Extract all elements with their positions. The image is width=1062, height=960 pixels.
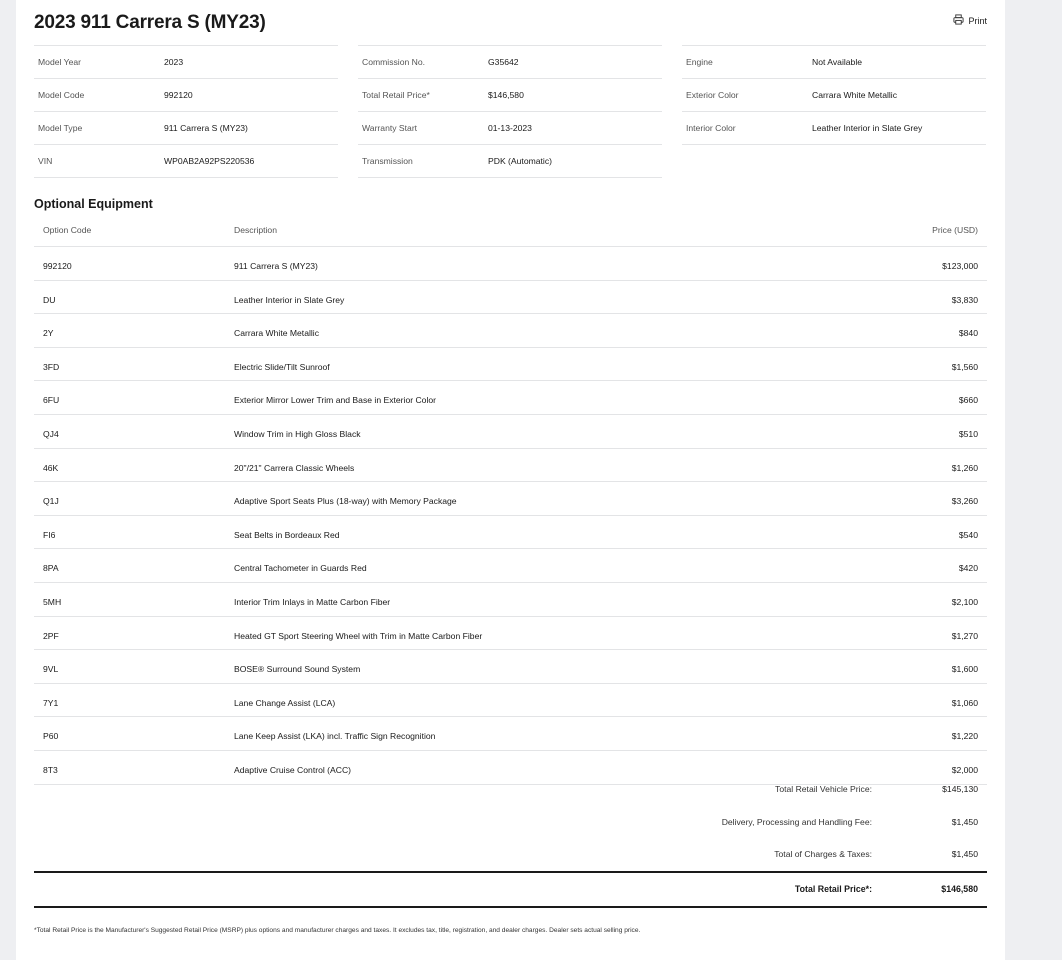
option-description: Leather Interior in Slate Grey xyxy=(234,294,345,305)
option-code: DU xyxy=(43,294,56,305)
table-row xyxy=(34,415,987,449)
option-description: Central Tachometer in Guards Red xyxy=(234,563,367,574)
option-price: $3,260 xyxy=(951,496,978,507)
option-price: $1,220 xyxy=(951,731,978,742)
total-label: Total Retail Vehicle Price: xyxy=(775,784,872,794)
totals-section xyxy=(34,773,987,908)
header-option-code: Option Code xyxy=(43,225,92,235)
table-row xyxy=(34,348,987,382)
spec-value: WP0AB2A92PS220536 xyxy=(164,156,255,166)
options-table-header xyxy=(34,214,987,247)
page-title: 2023 911 Carrera S (MY23) xyxy=(34,12,266,33)
table-row xyxy=(34,516,987,550)
spec-label: Commission No. xyxy=(362,57,426,67)
option-price: $840 xyxy=(958,328,978,339)
total-row xyxy=(34,806,987,839)
header-price: Price (USD) xyxy=(932,225,978,235)
table-row xyxy=(34,583,987,617)
option-price: $2,000 xyxy=(951,764,978,775)
total-row xyxy=(34,838,987,871)
option-price: $510 xyxy=(958,428,978,439)
spec-label: Engine xyxy=(686,57,713,67)
option-price: $1,600 xyxy=(951,664,978,675)
specs-column-3 xyxy=(682,45,986,145)
table-row xyxy=(34,717,987,751)
table-row xyxy=(34,650,987,684)
spec-label: Model Year xyxy=(38,57,82,67)
option-code: 2Y xyxy=(43,328,54,339)
spec-row xyxy=(682,78,986,111)
option-price: $540 xyxy=(958,529,978,540)
option-code: 7Y1 xyxy=(43,697,59,708)
option-description: 911 Carrera S (MY23) xyxy=(234,261,318,271)
spec-row xyxy=(34,78,338,111)
spec-value: Carrara White Metallic xyxy=(812,90,898,100)
option-price: $420 xyxy=(958,563,978,574)
option-description: Heated GT Sport Steering Wheel with Trim in Matte Carbon Fiber xyxy=(234,630,483,641)
footnote: *Total Retail Price is the Manufacturer's Suggested Retail Price (MSRP) plus options and manufacturer charges and taxes. It excludes tax, title, registration, and dealer charges. Dealer sets actual selling price. xyxy=(34,927,641,934)
total-retail-price-row xyxy=(34,871,987,908)
option-price: $123,000 xyxy=(942,261,978,271)
total-retail-price-label: Total Retail Price*: xyxy=(794,883,872,894)
total-label: Delivery, Processing and Handling Fee: xyxy=(721,816,872,827)
spec-row xyxy=(358,144,662,178)
specs-column-2 xyxy=(358,45,662,178)
option-description: Lane Keep Assist (LKA) incl. Traffic Sign Recognition xyxy=(234,731,436,742)
option-code: P60 xyxy=(43,731,59,742)
spec-row xyxy=(682,111,986,145)
spec-value: PDK (Automatic) xyxy=(488,156,552,166)
option-code: FI6 xyxy=(43,529,56,540)
spec-value: $146,580 xyxy=(488,90,524,100)
spec-label: Warranty Start xyxy=(362,123,418,133)
table-row xyxy=(34,549,987,583)
option-code: 2PF xyxy=(43,630,59,641)
total-value: $1,450 xyxy=(951,816,978,827)
table-row xyxy=(34,482,987,516)
spec-row xyxy=(34,144,338,178)
option-price: $1,260 xyxy=(951,462,978,473)
option-price: $3,830 xyxy=(951,294,978,305)
printer-icon xyxy=(953,14,964,27)
option-description: Electric Slide/Tilt Sunroof xyxy=(234,361,330,372)
option-code: 5MH xyxy=(43,596,62,607)
total-retail-price-value: $146,580 xyxy=(941,883,978,894)
option-description: Carrara White Metallic xyxy=(234,328,320,339)
option-description: Exterior Mirror Lower Trim and Base in Exterior Color xyxy=(234,395,437,406)
spec-row xyxy=(682,45,986,78)
option-description: Seat Belts in Bordeaux Red xyxy=(234,529,340,540)
header-description: Description xyxy=(234,225,277,235)
spec-value: 2023 xyxy=(164,57,184,67)
option-code: 6FU xyxy=(43,395,60,406)
spec-label: Model Type xyxy=(38,123,83,133)
optional-equipment-heading: Optional Equipment xyxy=(34,197,153,211)
spec-value: 911 Carrera S (MY23) xyxy=(164,123,248,133)
spec-value: Leather Interior in Slate Grey xyxy=(812,123,923,133)
print-label: Print xyxy=(968,15,987,26)
option-price: $1,270 xyxy=(951,630,978,641)
option-price: $1,060 xyxy=(951,697,978,708)
option-price: $660 xyxy=(958,395,978,406)
spec-value: 01-13-2023 xyxy=(488,123,532,133)
spec-row xyxy=(358,111,662,144)
spec-row xyxy=(358,78,662,111)
option-code: 992120 xyxy=(43,261,72,271)
specs-column-1 xyxy=(34,45,338,178)
print-button[interactable] xyxy=(953,14,987,27)
table-row xyxy=(34,449,987,483)
option-code: Q1J xyxy=(43,496,59,507)
option-price: $2,100 xyxy=(951,596,978,607)
total-row xyxy=(34,773,987,806)
table-row xyxy=(34,281,987,315)
options-rows xyxy=(34,247,987,785)
option-price: $1,560 xyxy=(951,361,978,372)
option-description: Adaptive Cruise Control (ACC) xyxy=(234,764,352,775)
spec-label: Total Retail Price* xyxy=(362,90,430,100)
table-row xyxy=(34,684,987,718)
option-description: Adaptive Sport Seats Plus (18-way) with Memory Package xyxy=(234,496,457,507)
window-sticker-sheet xyxy=(16,0,1005,960)
option-description: Interior Trim Inlays in Matte Carbon Fiber xyxy=(234,596,391,607)
option-code: 8T3 xyxy=(43,764,58,775)
spec-value: Not Available xyxy=(812,57,863,67)
table-row xyxy=(34,314,987,348)
table-row xyxy=(34,247,987,281)
option-code: 46K xyxy=(43,462,59,473)
spec-label: Interior Color xyxy=(686,123,736,133)
option-description: 20"/21" Carrera Classic Wheels xyxy=(234,462,355,473)
total-value: $1,450 xyxy=(951,849,978,859)
spec-label: Model Code xyxy=(38,90,85,100)
spec-row xyxy=(34,111,338,144)
spec-label: Exterior Color xyxy=(686,90,739,100)
option-description: Window Trim in High Gloss Black xyxy=(234,428,361,439)
spec-row xyxy=(34,45,338,78)
spec-value: G35642 xyxy=(488,57,519,67)
table-row xyxy=(34,617,987,651)
table-row xyxy=(34,381,987,415)
option-code: 9VL xyxy=(43,664,59,675)
option-description: Lane Change Assist (LCA) xyxy=(234,697,336,708)
spec-value: 992120 xyxy=(164,90,193,100)
option-description: BOSE® Surround Sound System xyxy=(234,664,361,675)
option-code: 8PA xyxy=(43,563,59,574)
total-value: $145,130 xyxy=(942,784,978,794)
spec-row xyxy=(358,45,662,78)
options-table xyxy=(34,214,987,785)
option-code: 3FD xyxy=(43,361,60,372)
option-code: QJ4 xyxy=(43,428,59,439)
spec-label: Transmission xyxy=(362,156,413,166)
spec-label: VIN xyxy=(38,156,53,166)
total-label: Total of Charges & Taxes: xyxy=(774,849,872,859)
